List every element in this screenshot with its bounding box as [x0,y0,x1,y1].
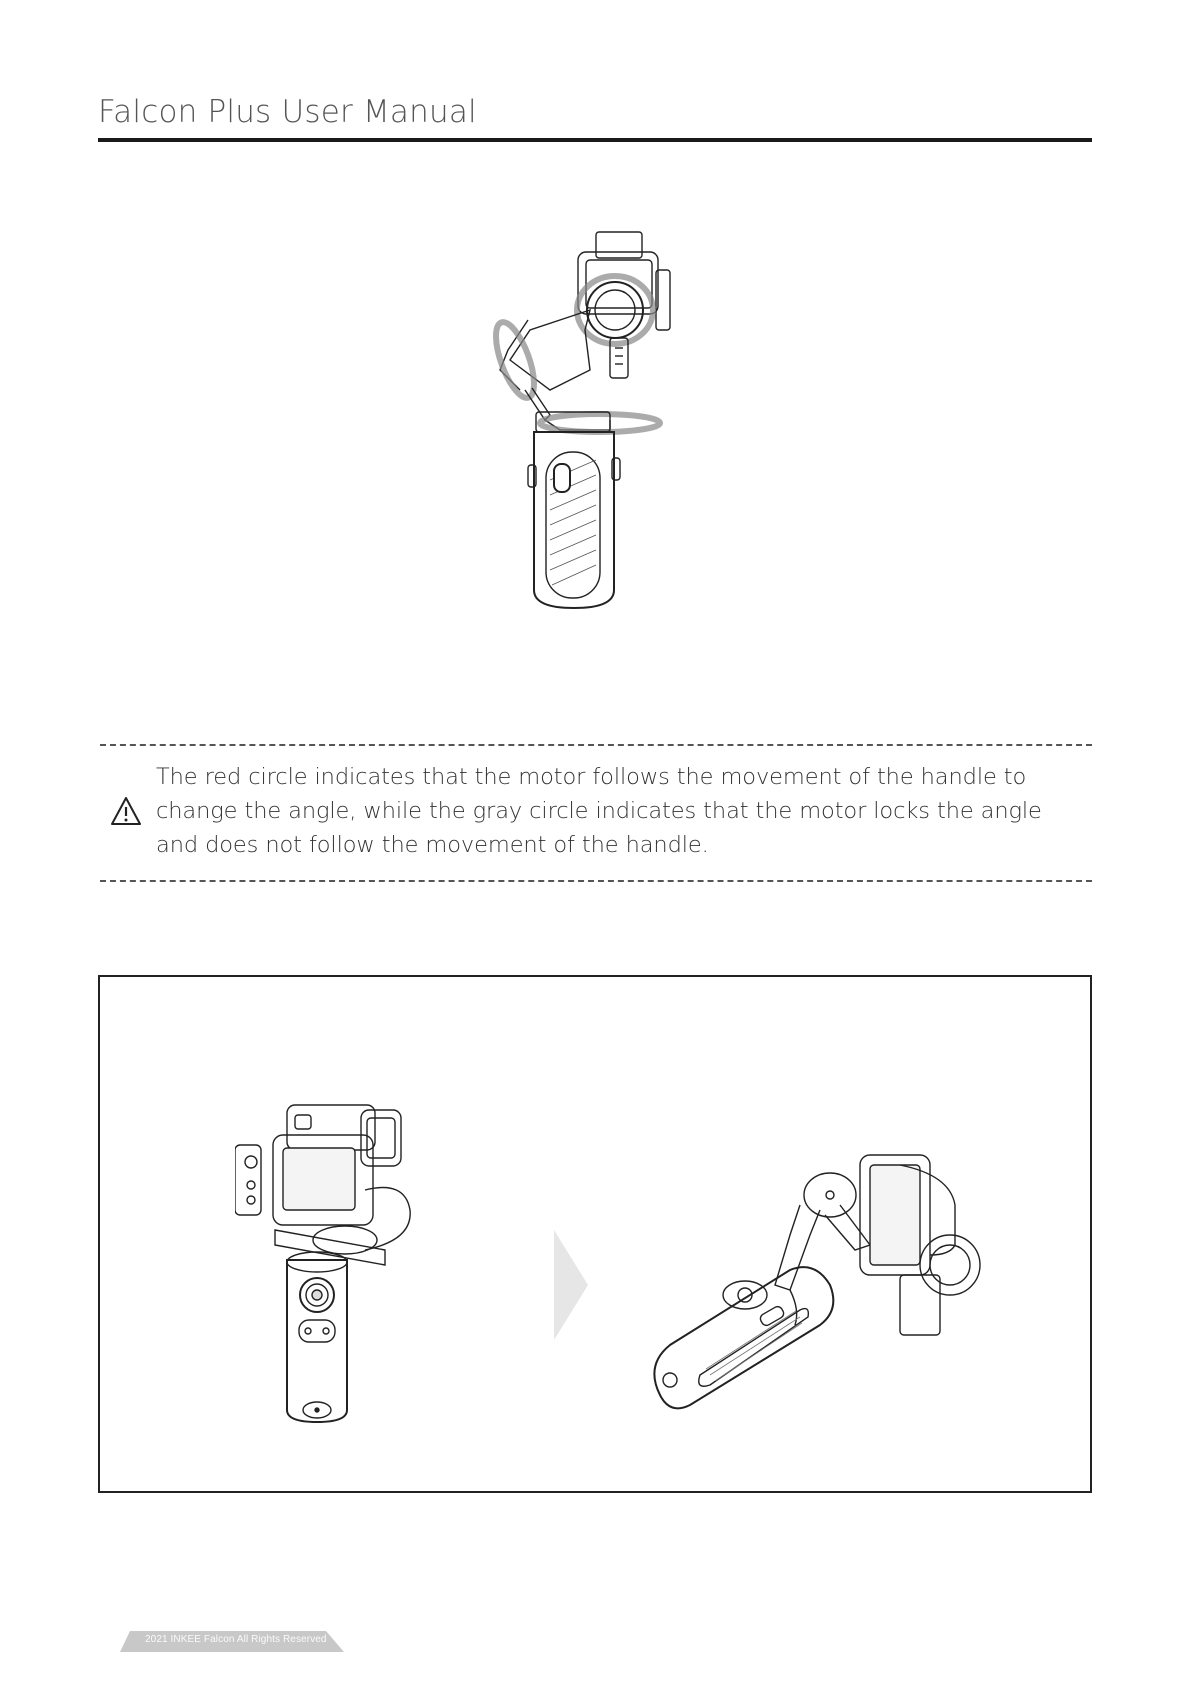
note-text: The red circle indicates that the motor follows the movement of the handle to change the angle, while the gray circle indicates that the motor locks the angle and does not follow the movement of the handle. [156,764,1042,858]
page-title: Falcon Plus User Manual [98,94,477,130]
gimbal-rotation-diagram [470,220,700,660]
note-divider-bottom [100,880,1092,882]
arrow-right-icon [550,1230,590,1340]
header-divider [98,138,1092,142]
warning-icon [110,796,142,826]
note-divider-top [100,744,1092,746]
footer-copyright: 2021 INKEE Falcon All Rights Reserved [145,1634,327,1645]
gimbal-folded-illustration [235,1100,435,1425]
gimbal-unfolded-illustration [650,1145,990,1415]
